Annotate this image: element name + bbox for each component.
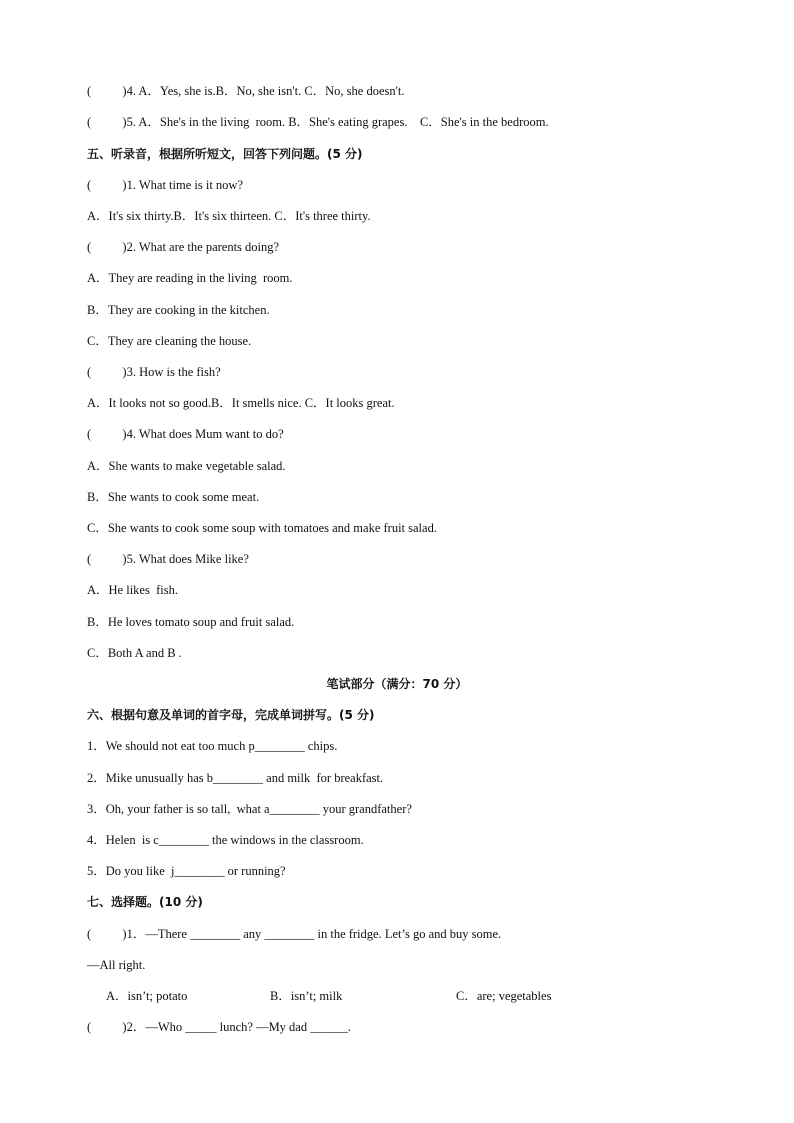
- listen-q3-options: A．It looks not so good.B．It smells nice. C．It looks great.: [87, 396, 395, 410]
- listen-q3: ( )3. How is the fish?: [87, 365, 221, 379]
- spelling-q5: 5．Do you like j________ or running?: [87, 864, 286, 878]
- listen-q5: ( )5. What does Mike like?: [87, 552, 249, 566]
- section-5-heading: 五、听录音，根据所听短文，回答下列问题。(5 分): [87, 147, 363, 161]
- listen-q4-option-a: A．She wants to make vegetable salad.: [87, 459, 286, 473]
- spelling-q4: 4．Helen is c________ the windows in the classroom.: [87, 833, 364, 847]
- choice-q1: ( )1．—There ________ any ________ in the fridge. Let’s go and buy some.: [87, 927, 502, 941]
- spelling-q3: 3．Oh, your father is so tall, what a________ your grandfather?: [87, 802, 412, 816]
- listen-q5-option-b: B．He loves tomato soup and fruit salad.: [87, 615, 295, 629]
- listen-q4: ( )4. What does Mum want to do?: [87, 427, 284, 441]
- choice-q1-option-a: A．isn’t; potato: [106, 989, 188, 1003]
- listen-q2-option-a: A．They are reading in the living room.: [87, 271, 293, 285]
- listen-q4-option-b: B．She wants to cook some meat.: [87, 490, 260, 504]
- spelling-q1: 1．We should not eat too much p________ chips.: [87, 739, 338, 753]
- listen-q5-option-a: A．He likes fish.: [87, 583, 178, 597]
- written-part-title: 笔试部分（满分：70 分）: [326, 677, 468, 691]
- section-7-heading: 七、选择题。(10 分): [87, 895, 203, 909]
- listen-q1: ( )1. What time is it now?: [87, 178, 243, 192]
- listen-q4-option-c: C．She wants to cook some soup with tomatoes and make fruit salad.: [87, 521, 437, 535]
- listen-q5-option-c: C．Both A and B .: [87, 646, 182, 660]
- listen-q2: ( )2. What are the parents doing?: [87, 240, 280, 254]
- choice-q2: ( )2．—Who _____ lunch? —My dad ______.: [87, 1020, 351, 1034]
- choice-q1-option-c: C．are; vegetables: [456, 989, 552, 1003]
- section-6-heading: 六、根据句意及单词的首字母，完成单词拼写。(5 分): [87, 708, 375, 722]
- listen-q2-option-b: B．They are cooking in the kitchen.: [87, 303, 270, 317]
- listen-q1-options: A．It's six thirty.B．It's six thirteen. C．It's three thirty.: [87, 209, 371, 223]
- choice-q1-option-b: B．isn’t; milk: [270, 989, 343, 1003]
- spelling-q2: 2．Mike unusually has b________ and milk for breakfast.: [87, 771, 384, 785]
- choice-q1-reply: —All right.: [87, 958, 146, 972]
- line-q5: ( )5. A．She's in the living room. B．She's eating grapes. C．She's in the bedroom.: [87, 115, 549, 129]
- listen-q2-option-c: C．They are cleaning the house.: [87, 334, 252, 348]
- line-q4: ( )4. A．Yes, she is.B．No, she isn't. C．No, she doesn't.: [87, 84, 405, 98]
